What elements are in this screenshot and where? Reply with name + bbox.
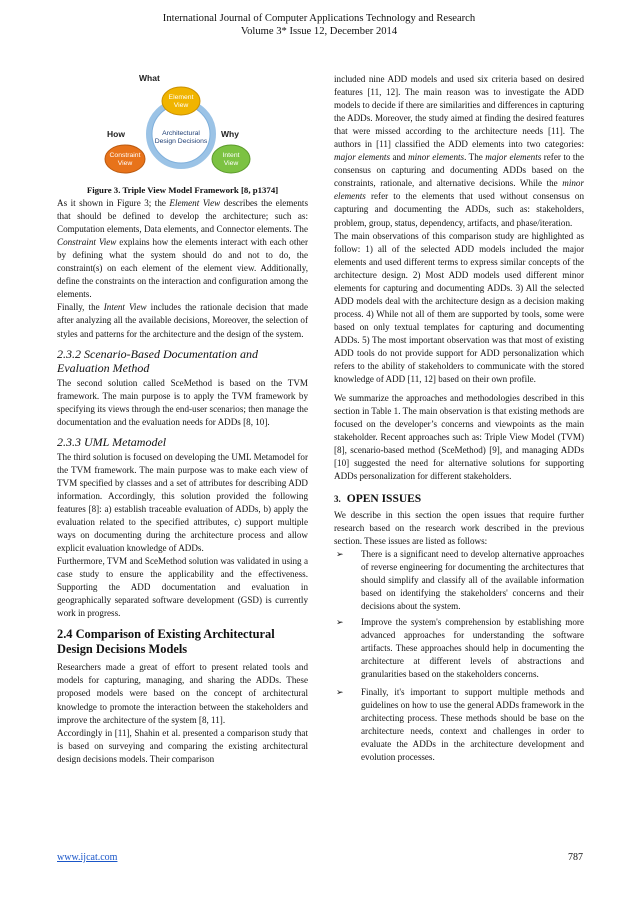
heading-2-3-2: 2.3.2 Scenario-Based Documentation and Evaluation Method bbox=[57, 346, 258, 375]
label-how: How bbox=[107, 129, 125, 139]
list-item: ➢ There is a significant need to develop alternative approaches of reverse engineering for documenting the architectures that should simplify and classify all of the available information based on identifying the stakeholders' concerns and their decisions about the system. bbox=[336, 548, 584, 611]
journal-header bbox=[0, 12, 638, 38]
paragraph-summary: We summarize the approaches and methodologies described in this section in Table 1. The main observation is that existing methods are focused on the developer’s concerns and viewpoints as the main stakeholder. Recent approaches such as: Triple View Model (TVM) [8], scenario-based method (SceMethod) [9], and managing ADDs [10] suggested the need for alternative solutions for supporting ADDs personalization for different stakeholders. bbox=[334, 393, 584, 482]
paragraph-uml-metamodel: The third solution is focused on developing the UML Metamodel for the TVM framework. The main purpose was to make each view of TVM specified by classes and a set of attributes for describing ADD information. Accordingly, this solution provided the following features [8]: a) establish traceable evaluation of ADDs, b) apply the evaluation related to the specified attributes, c) support multiple ways on documenting during the architecture process and allow explicit evaluation knowledge of ADDs. bbox=[57, 451, 308, 554]
paragraph-intent-view: Finally, the Intent View includes the rationale decision that made after analyzing all the available decisions, Moreover, the selection of styles and patterns for the architecture and the design of the system. bbox=[57, 302, 309, 339]
figure-caption: Figure 3. Triple View Model Framework [8, p1374] bbox=[86, 185, 279, 195]
footer-link[interactable]: www.ijcat.com bbox=[57, 852, 118, 863]
heading-2-3-3: 2.3.3 UML Metamodel bbox=[57, 434, 167, 449]
journal-volume: Volume 3* Issue 12, December 2014 bbox=[240, 26, 398, 37]
journal-title: International Journal of Computer Applications Technology and Research bbox=[162, 13, 476, 24]
arrow-bullet-icon: ➢ bbox=[336, 687, 344, 698]
left-column bbox=[57, 75, 308, 766]
list-item: ➢ Improve the system's comprehension by establishing more advanced approaches for understanding the software artifacts. These approaches should help in documenting the architecture at different levels of abstractions and granularities based on the stakeholders concerns. bbox=[336, 616, 584, 680]
paragraph-validation: Furthermore, TVM and SceMethod solution was validated in using a case study to ensure the applicability and the effectiveness. Supporting the ADD documentation and evaluation in geographically separated software development (GSD) is currently work in progress. bbox=[57, 556, 308, 619]
open-issues-list bbox=[334, 548, 584, 765]
intent-view-label-2: View bbox=[223, 160, 239, 167]
center-label-1: Architectural bbox=[162, 130, 200, 137]
figure-3 bbox=[57, 75, 308, 175]
paragraph-open-issues-intro: We describe in this section the open issues that require further research based on the research work described in the previous section. These issues are listed as follows: bbox=[334, 509, 584, 546]
paragraph-element-view: As it shown in Figure 3; the Element View describes the elements that should be defined to develop the architecture; such as: Computation elements, Data elements, and Connector elements. The Constraint View explains how the elements interact with each other by defining what the system should do and not to do, the constraint(s) on each element of the element view. Additionally, define the constraints on the interaction and configuration among the elements. bbox=[57, 198, 309, 300]
intent-view-label-1: Intent bbox=[222, 152, 240, 159]
constraint-view-node bbox=[105, 145, 145, 173]
right-column bbox=[334, 73, 584, 767]
triple-view-diagram bbox=[57, 75, 308, 175]
element-view-node bbox=[162, 87, 200, 115]
constraint-view-label-1: Constraint bbox=[109, 152, 141, 159]
element-view-label-2: View bbox=[173, 102, 189, 109]
arrow-bullet-icon: ➢ bbox=[336, 616, 344, 627]
center-label-2: Design Decisions bbox=[154, 138, 208, 145]
page-number: 787 bbox=[568, 852, 583, 863]
label-what: What bbox=[139, 75, 160, 83]
paragraph-researchers: Researchers made a great of effort to present related tools and models for capturing, managing, and sharing the ADDs. These proposed models were based on the concept of architectural knowledge to promote the interaction between the stakeholders and improve the architecture of the system [8, 11]. bbox=[57, 662, 308, 725]
arrow-bullet-icon: ➢ bbox=[336, 548, 344, 559]
constraint-view-label-2: View bbox=[117, 160, 133, 167]
heading-2-4: 2.4 Comparison of Existing Architectural Design Decisions Models bbox=[57, 627, 275, 657]
paragraph-scemethod: The second solution called SceMethod is based on the TVM framework. The main purpose is to apply the TVM framework by specifying its views through the end-user scenarios; then manage the documentation and the evaluation needs for ADDs [8, 10]. bbox=[57, 377, 308, 427]
element-view-label-1: Element bbox=[168, 94, 194, 101]
list-item: ➢ Finally, it's important to support multiple methods and guidelines on how to use the general ADDs framework in the architecting process. These methods should be base on the architecture needs, context and challenges in order to evaluate the ADDs in the architecture development and evolution processes. bbox=[336, 687, 584, 763]
heading-3-open-issues: 3. OPEN ISSUES bbox=[334, 493, 422, 506]
label-why: Why bbox=[221, 129, 239, 139]
paragraph-observations: The main observations of this comparison study are highlighted as follow: 1) all of the selected ADD models included the major elements and used different terms to express similar concepts of the architecture design. 2) Most ADD models used different minor elements for capturing and documenting ADDs. 3) All the selected ADD models deal with the architecture design as a decision making process. 4) While not all of them are supported by tools, some were based on only textual templates for capturing and documenting ADDs. 5) The most important observation was that most of existing ADD tools do not provide support for ADD personalization which refers to the ability of stakeholders to communicate with the stored knowledge of ADD [11, 12] based on their own profile. bbox=[334, 230, 584, 385]
paragraph-shahin: Accordingly in [11], Shahin et al. presented a comparison study that is based on surveying and comparing the existing architectural design decisions models. Their comparison bbox=[57, 727, 308, 764]
paragraph-add-models: included nine ADD models and used six criteria based on desired features [11, 12]. The main reason was to investigate the ADD models to decide if there are similarities and differences in capturing the ADDs. Moreover, the study aimed at finding the desired features that were missed according to the architecture needs [11]. The authors in [11] classified the ADD elements into two categories: major elements and minor elements. The major elements refer to the consensus on capturing and documenting ADDs based on the constraints, rationale, and alternative decisions. While the minor elements refer to the elements that used without consensus on capturing and documenting the ADDs, such as: stakeholders, problem, group, status, dependency, artifacts, and phase/iteration. bbox=[334, 74, 584, 228]
intent-view-node bbox=[212, 145, 250, 173]
